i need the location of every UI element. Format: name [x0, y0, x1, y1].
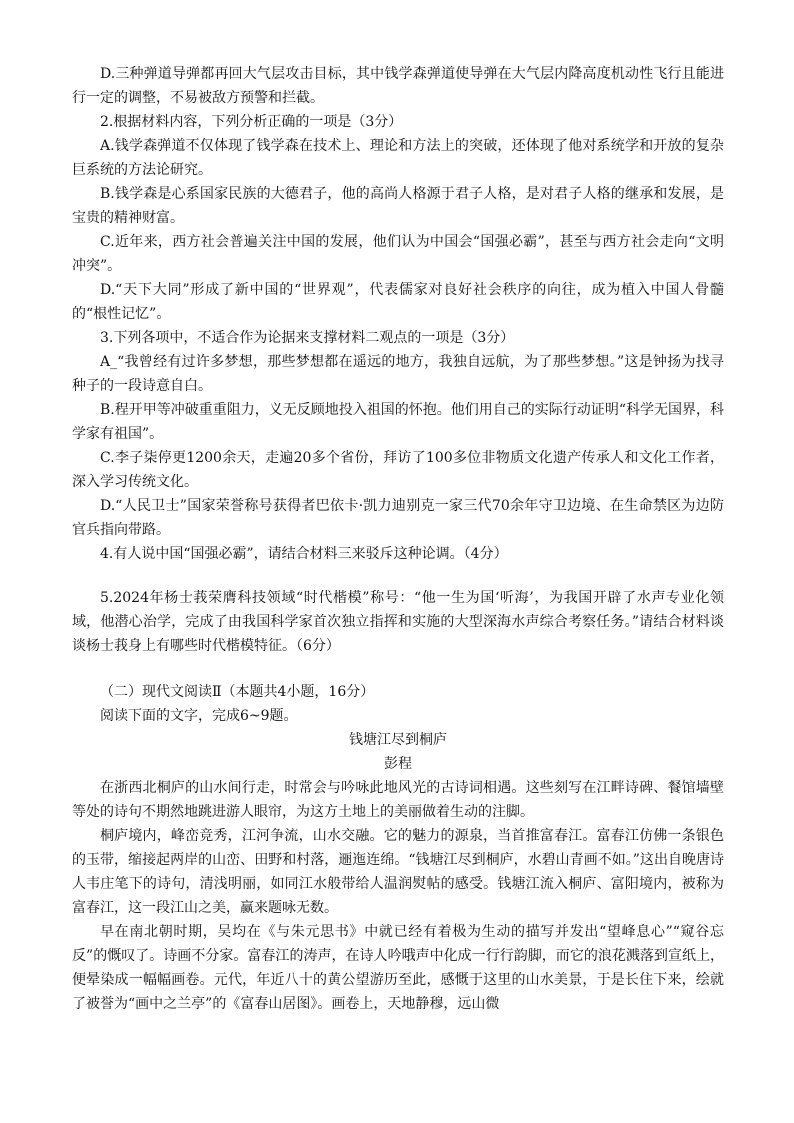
article-paragraph: 在浙西北桐庐的山水间行走，时常会与吟咏此地风光的古诗词相遇。这些刻写在江畔诗碑、餐馆墙壁等处的诗句不期然地跳进游人眼帘，为这方土地上的美丽做着生动的注脚。 — [72, 780, 724, 820]
q3-option-c: C.李子柒停更1200余天，走遍20多个省份，拜访了100多位非物质文化遗产传承人和文化工作者，深入学习传统文化。 — [72, 450, 724, 490]
q3-stem: 3.下列各项中，不适合作为论据来支撑材料二观点的一项是（3分） — [100, 330, 515, 346]
article-author: 彭程 — [384, 756, 412, 772]
q5-question: 5.2024年杨士莪荣膺科技领域“时代楷模”称号：“他一生为国‘听海’，为我国开辟了水声专业化领域，他潜心治学，完成了由我国科学家首次独立指挥和实施的大型深海水声综合考察任务。”请结合材料谈谈杨士莪身上有哪些时代楷模特征。（6分） — [72, 590, 724, 654]
q2-option-b: B.钱学森是心系国家民族的大德君子，他的高尚人格源于君子人格，是对君子人格的继承和发展，是宝贵的精神财富。 — [72, 186, 724, 226]
q3-option-d: D.“人民卫士”国家荣誉称号获得者巴依卡·凯力迪别克一家三代70余年守卫边境、在生命禁区为边防官兵指向带路。 — [72, 498, 724, 538]
article-paragraph: 桐庐境内，峰峦竞秀，江河争流，山水交融。它的魅力的源泉，当首推富春江。富春江仿佛一条银色的玉带，缩接起两岸的山峦、田野和村落，逦迤连绵。“钱塘江尽到桐庐，水碧山青画不如。”这出自晚唐诗人韦庄笔下的诗句，清浅明丽，如同江水般带给人温润熨帖的感受。钱塘江流入桐庐、富阳境内，被称为富春江，这一段江山之美，赢来题咏无数。 — [72, 828, 724, 916]
section2-instruction: 阅读下面的文字，完成6~9题。 — [100, 708, 298, 724]
article-title: 钱塘江尽到桐庐 — [349, 732, 447, 748]
q3-option-a: A_“我曾经有过许多梦想，那些梦想都在遥远的地方，我独自远航，为了那些梦想。”这是钟扬为找寻种子的一段诗意自白。 — [72, 354, 724, 394]
spacer — [72, 566, 724, 586]
section2-heading: （二）现代文阅读Ⅱ（本题共4小题，16分） — [100, 684, 375, 700]
spacer — [72, 658, 724, 680]
q4-question: 4.有人说中国“国强必霸”，请结合材料三来驳斥这种论调。（4分） — [100, 546, 508, 562]
q2-stem: 2.根据材料内容，下列分析正确的一项是（3分） — [100, 114, 403, 130]
q2-option-d: D.“天下大同”形成了新中国的“世界观”，代表儒家对良好社会秩序的向往，成为植入中国人骨髓的“根性记忆”。 — [72, 282, 724, 322]
article-paragraph: 早在南北朝时期，吴均在《与朱元思书》中就已经有着极为生动的描写并发出“望峰息心”“窥谷忘反”的慨叹了。诗画不分家。富春江的涛声，在诗人吟哦声中化成一行行韵脚，而它的浪花溅落到宣纸上，便晕染成一幅幅画卷。元代，年近八十的黄公望游历至此，感慨于这里的山水美景，于是长住下来，绘就了被誉为“画中之兰亭”的《富春山居图》。画卷上，天地静穆，远山微 — [72, 924, 724, 1012]
q1-option-d: D.三种弹道导弹都再回大气层攻击目标，其中钱学森弹道使导弹在大气层内降高度机动性飞行且能进行一定的调整，不易被敌方预警和拦截。 — [72, 66, 724, 106]
q2-option-a: A.钱学森弹道不仅体现了钱学森在技术上、理论和方法上的突破，还体现了他对系统学和开放的复杂巨系统的方法论研究。 — [72, 138, 724, 178]
document-page — [72, 62, 724, 1016]
q2-option-c: C.近年来，西方社会普遍关注中国的发展，他们认为中国会“国强必霸”，甚至与西方社会走向“文明冲突”。 — [72, 234, 724, 274]
q3-option-b: B.程开甲等冲破重重阻力，义无反顾地投入祖国的怀抱。他们用自己的实际行动证明“科学无国界，科学家有祖国”。 — [72, 402, 724, 442]
